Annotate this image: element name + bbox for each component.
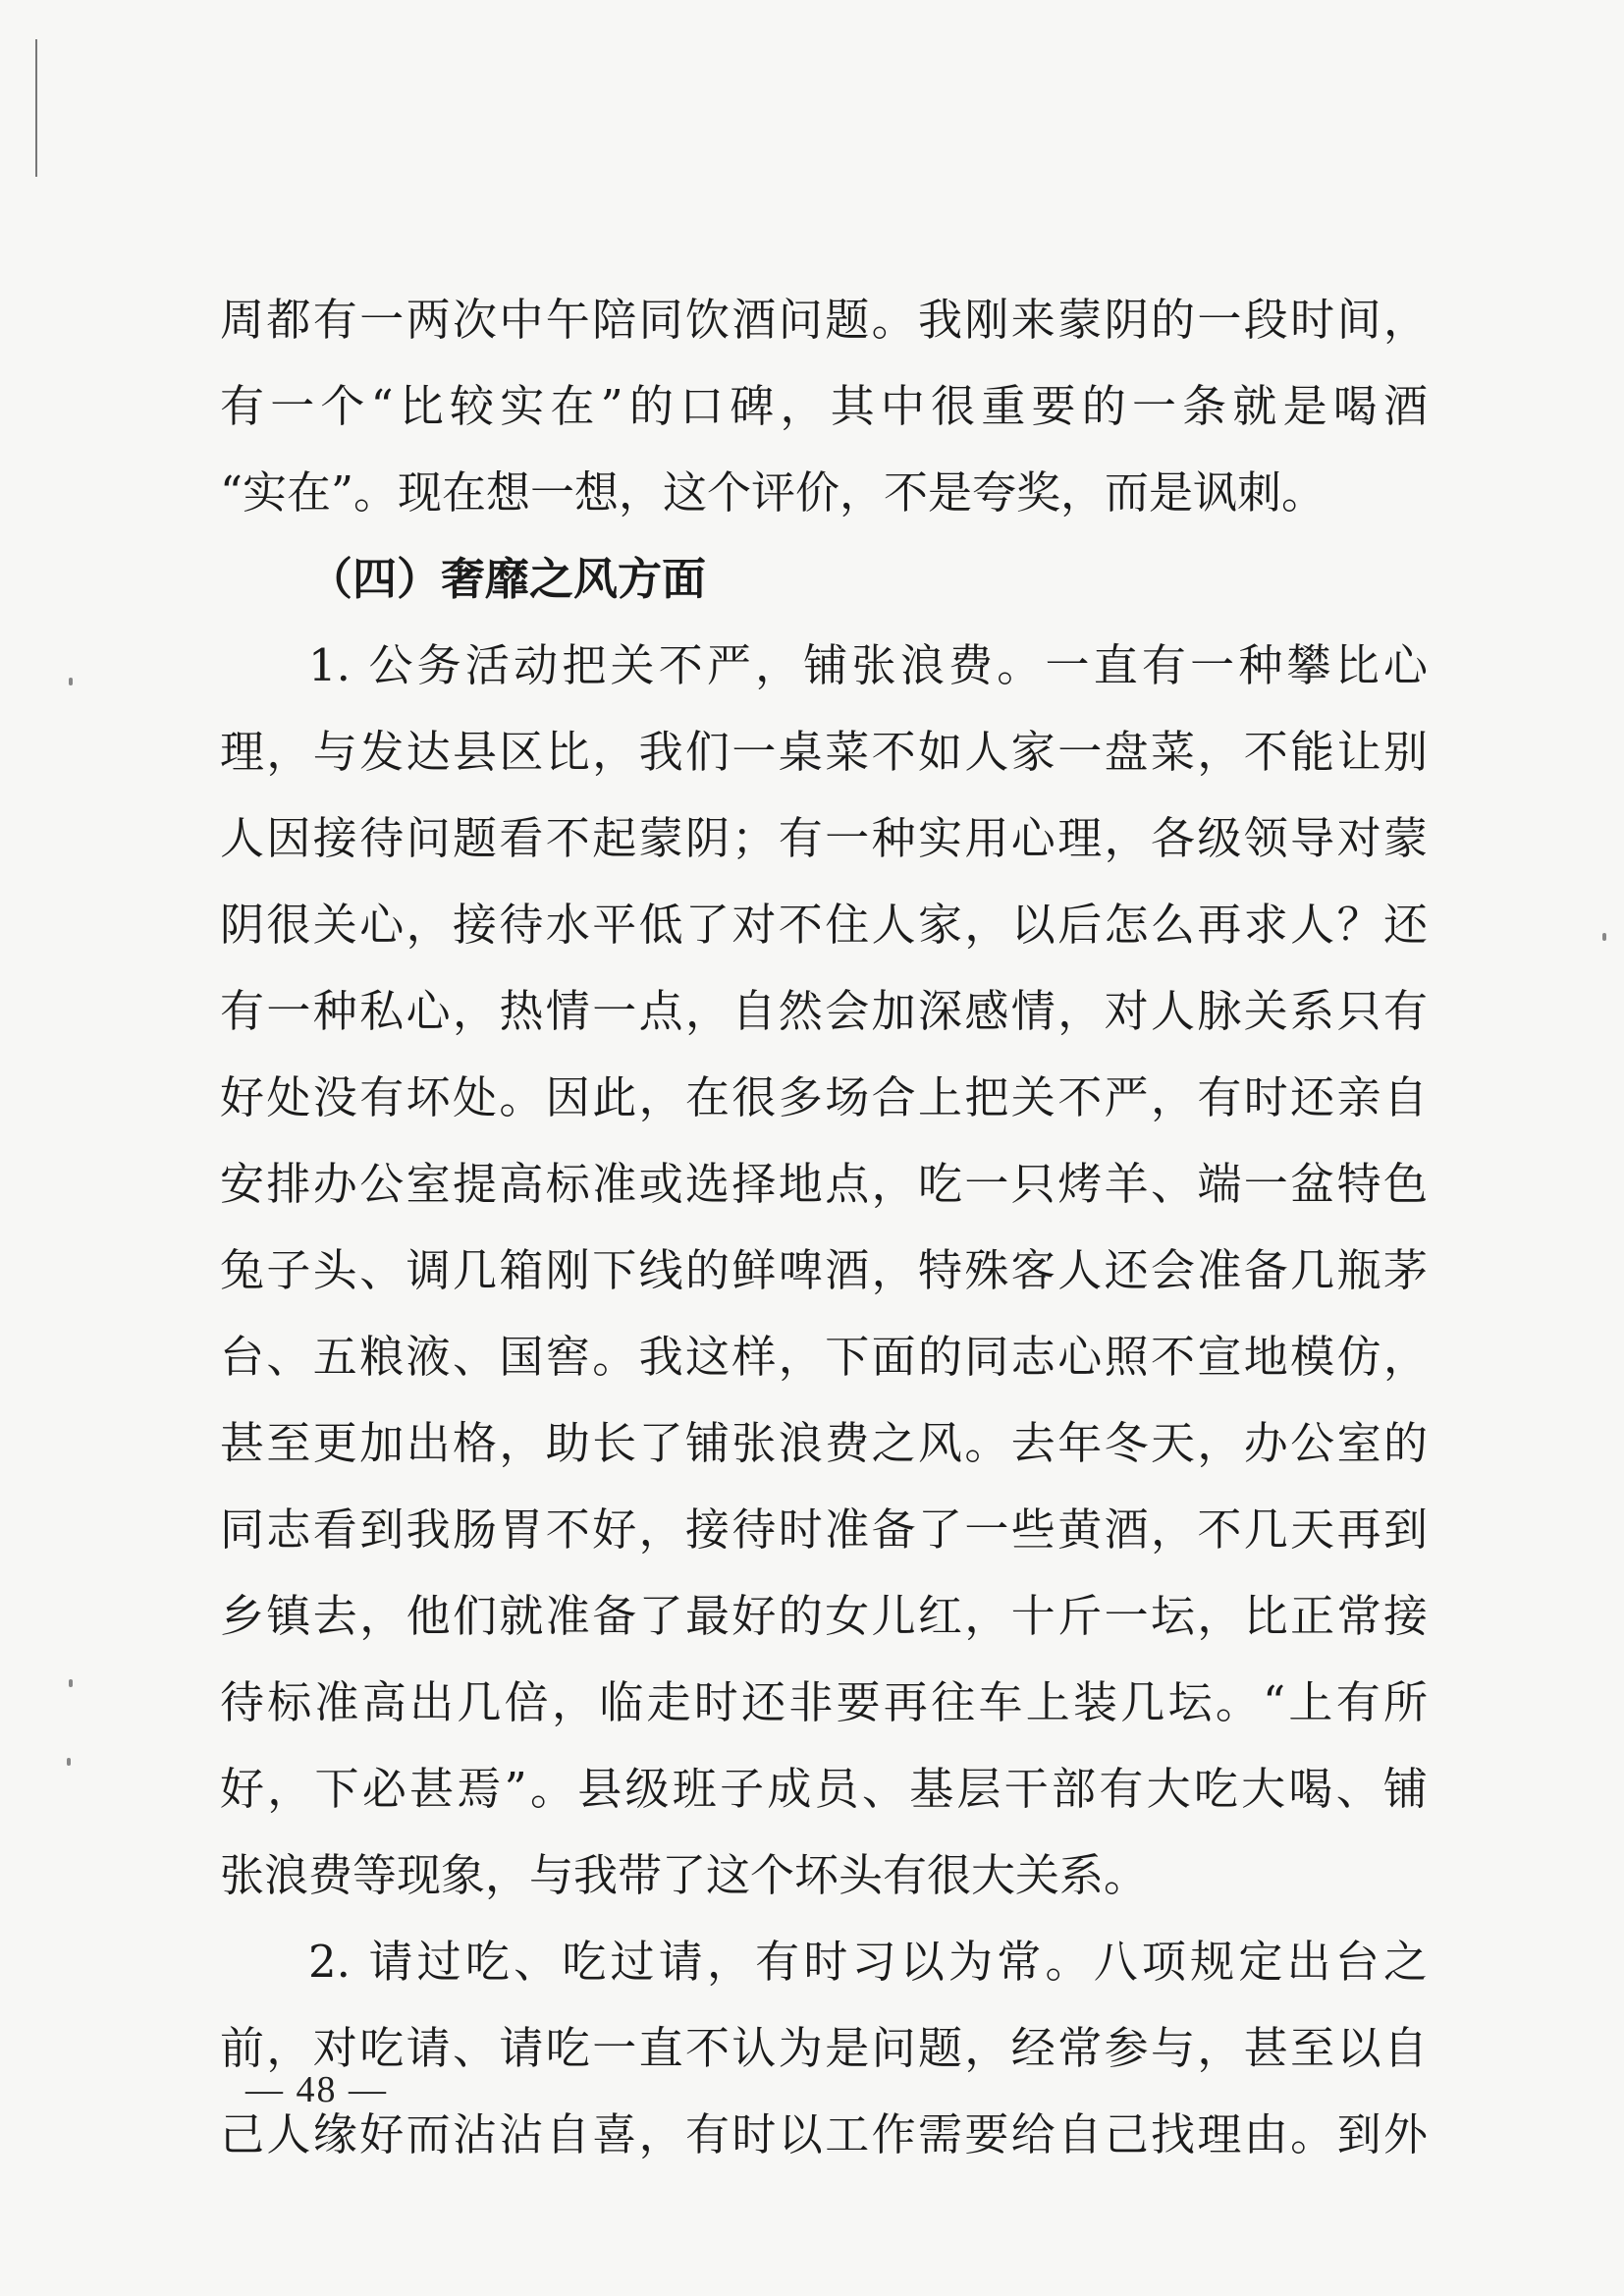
text-line: 阴很关心，接待水平低了对不住人家，以后怎么再求人？还 [220,899,1428,951]
scan-speck [69,1679,73,1687]
text-line: 张浪费等现象，与我带了这个坏头有很大关系。 [220,1849,1149,1901]
text-line: 同志看到我肠胃不好，接待时准备了一些黄酒，不几天再到 [220,1503,1428,1556]
text-line: 有一种私心，热情一点，自然会加深感情，对人脉关系只有 [220,985,1428,1037]
text-line: 理，与发达县区比，我们一桌菜不如人家一盘菜，不能让别 [220,726,1428,778]
text-line: 己人缘好而沾沾自喜，有时以工作需要给自己找理由。到外 [220,2108,1428,2160]
scan-speck [69,678,73,685]
text-line: 兔子头、调几箱刚下线的鲜啤酒，特殊客人还会准备几瓶茅 [220,1244,1428,1296]
text-line: 1. 公务活动把关不严，铺张浪费。一直有一种攀比心 [308,639,1428,691]
text-line: 2. 请过吃、吃过请，有时习以为常。八项规定出台之 [308,1936,1428,1988]
text-line: 前，对吃请、请吃一直不认为是问题，经常参与，甚至以自 [220,2022,1428,2074]
text-line: 乡镇去，他们就准备了最好的女儿红，十斤一坛，比正常接 [220,1590,1428,1642]
text-line: 台、五粮液、国窖。我这样，下面的同志心照不宣地模仿， [220,1331,1428,1383]
text-line: 甚至更加出格，助长了铺张浪费之风。去年冬天，办公室的 [220,1417,1428,1469]
scan-edge-line [35,39,37,177]
text-line: 好，下必甚焉”。县级班子成员、基层干部有大吃大喝、铺 [220,1763,1428,1815]
document-body [220,277,1428,2178]
page-number: — 48 — [245,2069,388,2110]
scan-speck [67,1758,71,1766]
text-line: 好处没有坏处。因此，在很多场合上把关不严，有时还亲自 [220,1071,1428,1123]
scan-speck [1602,933,1606,941]
text-line: 安排办公室提高标准或选择地点，吃一只烤羊、端一盆特色 [220,1158,1428,1210]
text-line: 有一个“比较实在”的口碑，其中很重要的一条就是喝酒 [220,380,1428,432]
text-line: 周都有一两次中午陪同饮酒问题。我刚来蒙阴的一段时间， [220,294,1428,346]
text-line: 待标准高出几倍，临走时还非要再往车上装几坛。“上有所 [220,1676,1428,1728]
section-heading: （四）奢靡之风方面 [308,553,707,605]
text-line: “实在”。现在想一想，这个评价，不是夸奖，而是讽刺。 [220,466,1326,519]
text-line: 人因接待问题看不起蒙阴；有一种实用心理，各级领导对蒙 [220,812,1428,864]
